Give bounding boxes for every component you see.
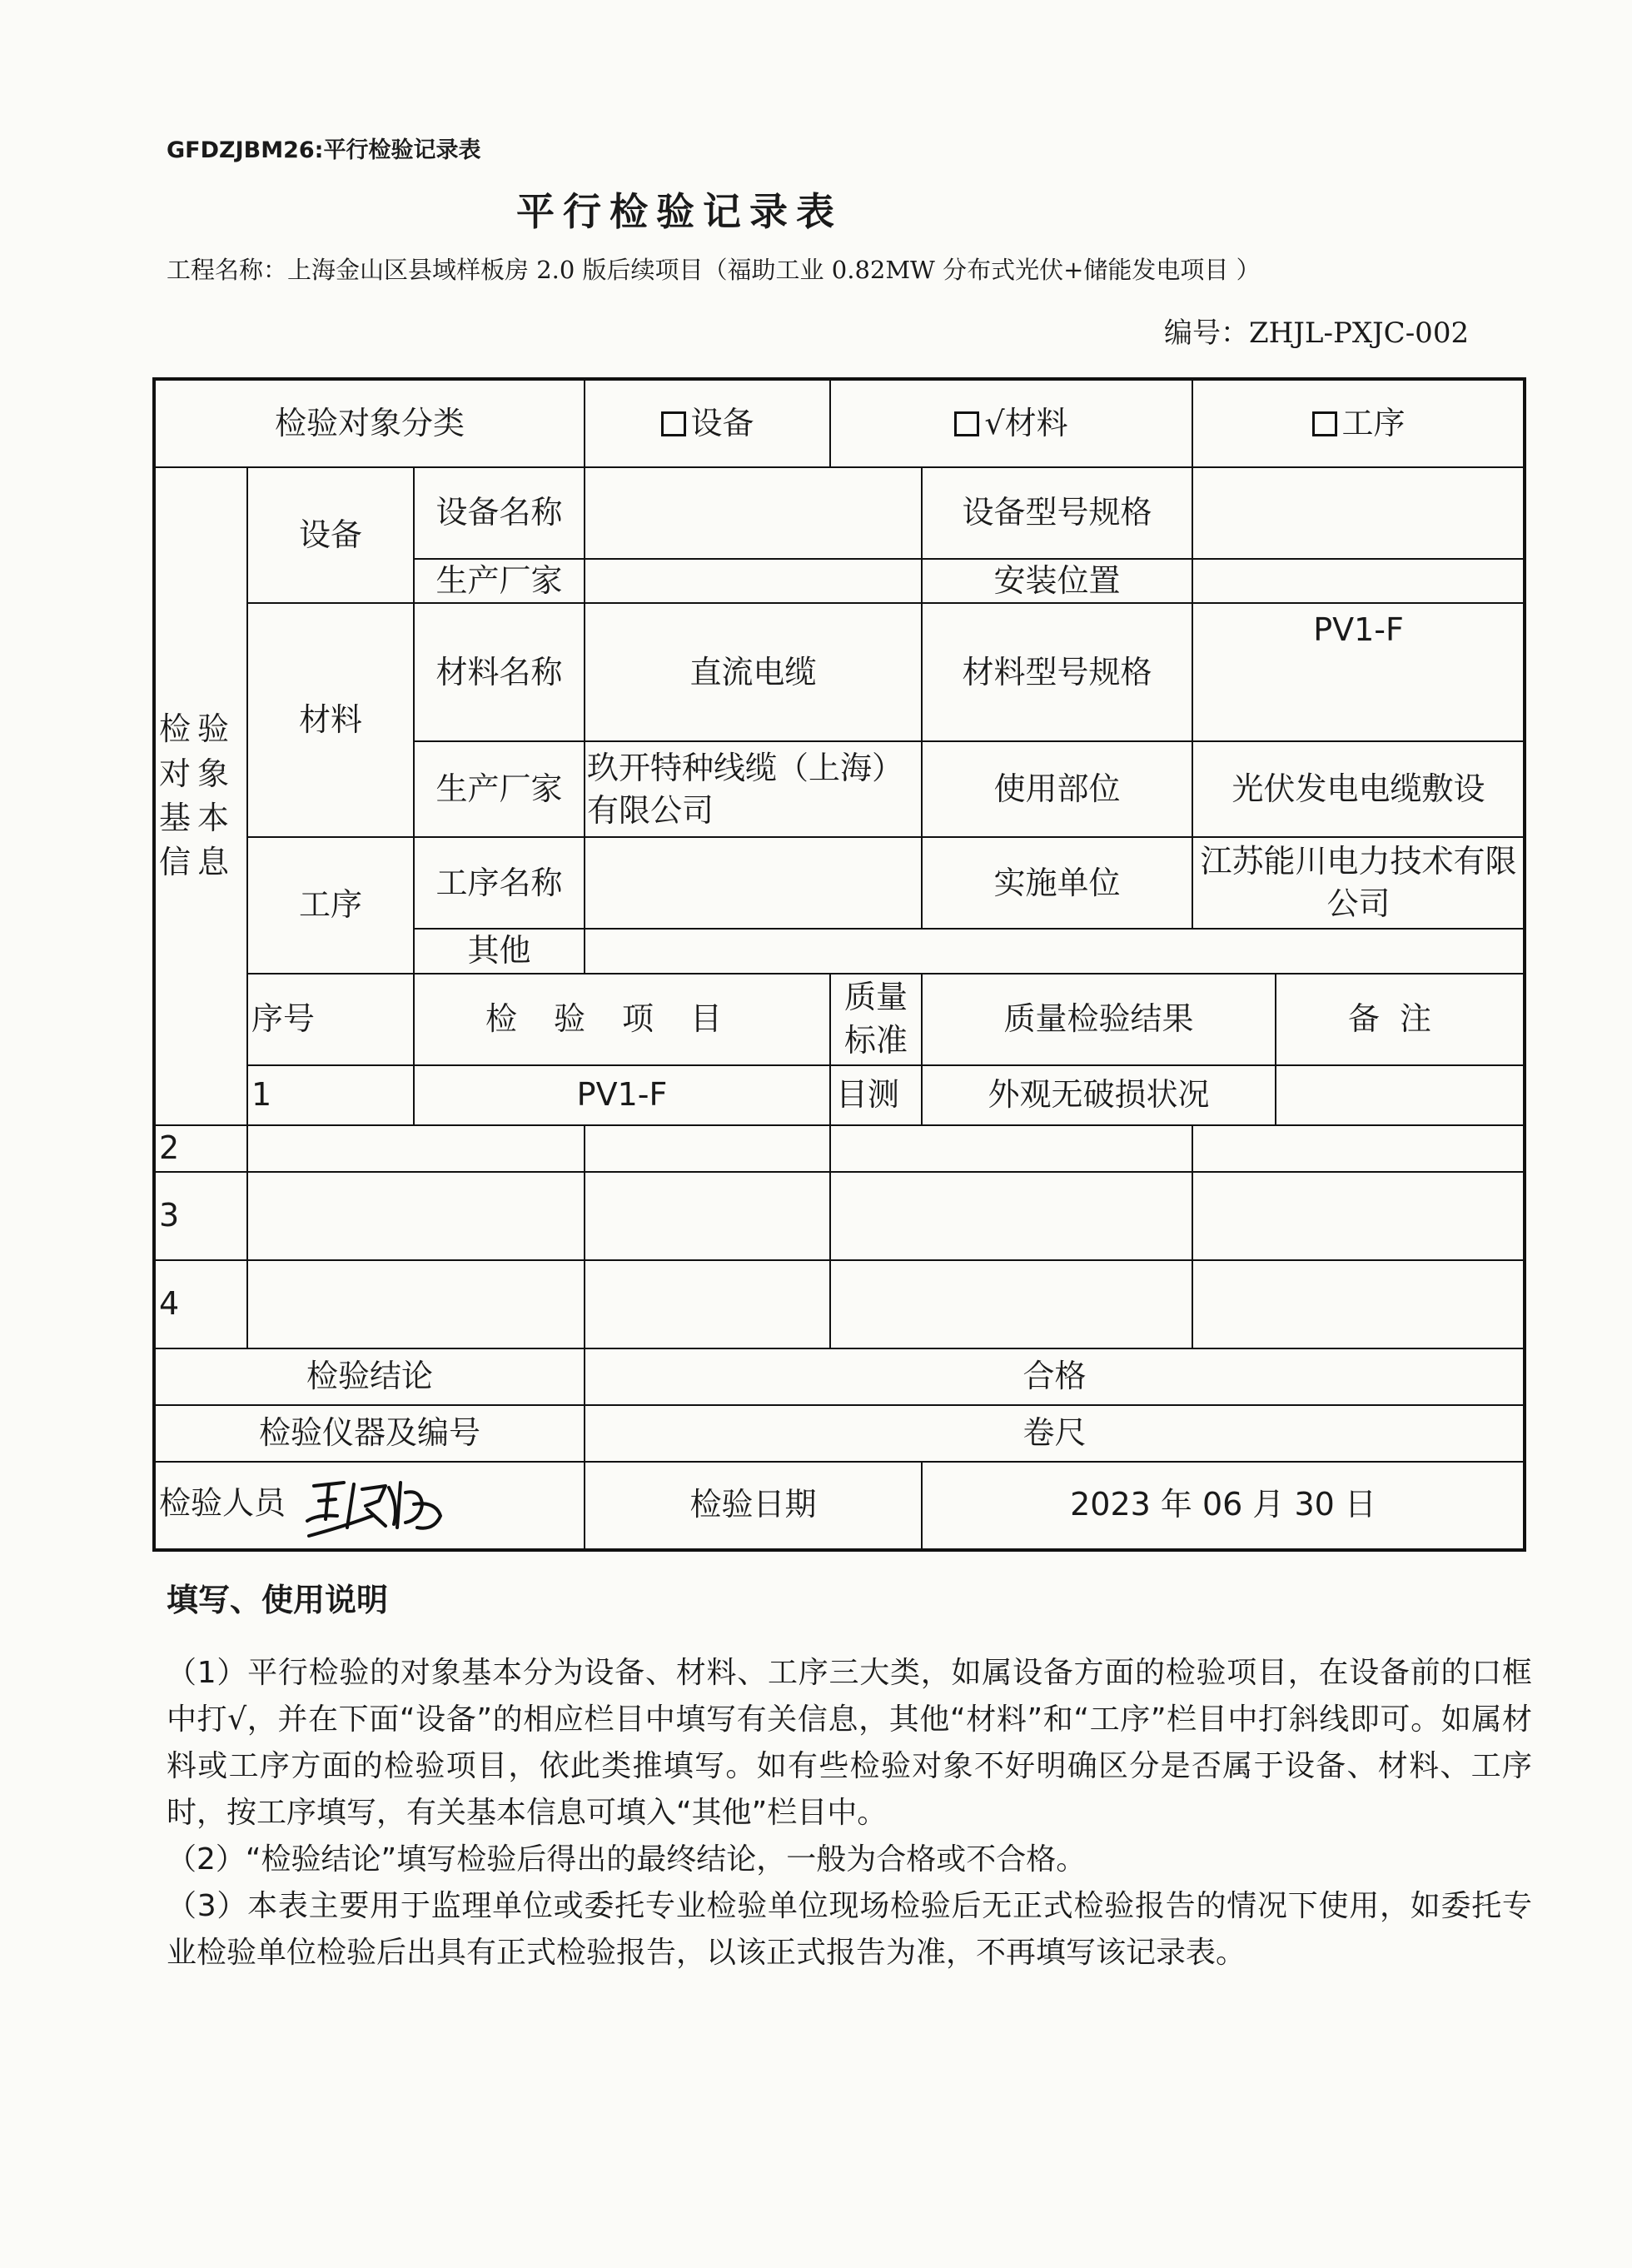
instrument-value: 卷尺: [585, 1405, 1525, 1462]
project-name-line: 工程名称：上海金山区县域样板房 2.0 版后续项目（福助工业 0.82MW 分布式光伏+储能发电项目 ）: [167, 256, 1261, 284]
date-value: 2023 年 06 月 30 日: [922, 1462, 1525, 1550]
category-label: 检验对象分类: [154, 379, 585, 467]
material-checkbox[interactable]: [954, 411, 979, 436]
equipment-location-label: 安装位置: [922, 559, 1192, 603]
document-title: 平行检验记录表: [516, 189, 843, 234]
header-item: 检验项目: [414, 974, 830, 1065]
inspection-record-table: [152, 377, 1526, 1552]
header-standard: 质量标准: [830, 974, 922, 1065]
conclusion-value: 合格: [585, 1348, 1525, 1405]
equipment-name-label: 设备名称: [414, 467, 585, 559]
item-standard: [585, 1125, 830, 1172]
category-equipment-option[interactable]: 设备: [585, 379, 830, 467]
equipment-model-value: [1192, 467, 1525, 559]
item-no: 2: [154, 1125, 247, 1172]
table-row: [154, 1260, 1525, 1348]
item-result: [830, 1125, 1192, 1172]
item-name: PV1-F: [414, 1065, 830, 1125]
material-group-label: 材料: [247, 603, 414, 837]
equipment-location-value: [1192, 559, 1525, 603]
item-standard: [585, 1172, 830, 1260]
header-remark: 备注: [1276, 974, 1525, 1065]
process-name-value: [585, 837, 922, 929]
equipment-model-label: 设备型号规格: [922, 467, 1192, 559]
category-material-option[interactable]: √材料: [830, 379, 1192, 467]
material-model-label: 材料型号规格: [922, 603, 1192, 741]
material-model-value: PV1-F: [1192, 603, 1525, 741]
item-no: 4: [154, 1260, 247, 1348]
process-name-label: 工序名称: [414, 837, 585, 929]
basic-info-label: 检验对象基本信息: [154, 467, 247, 1125]
item-no: 1: [247, 1065, 414, 1125]
material-usage-value: 光伏发电电缆敷设: [1192, 741, 1525, 837]
instructions-section: [167, 1574, 1532, 1976]
equipment-maker-label: 生产厂家: [414, 559, 585, 603]
inspector-signature: [296, 1468, 454, 1543]
date-label: 检验日期: [585, 1462, 922, 1550]
process-other-label: 其他: [414, 929, 585, 973]
check-mark: √: [984, 404, 1005, 441]
instruction-paragraph: （1）平行检验的对象基本分为设备、材料、工序三大类，如属设备方面的检验项目，在设备前的口框中打√，并在下面“设备”的相应栏目中填写有关信息，其他“材料”和“工序”栏目中打斜线即可。如属材料或工序方面的检验项目，依此类推填写。如有些检验对象不好明确区分是否属于设备、材料、工序时，按工序填写，有关基本信息可填入“其他”栏目中。: [167, 1656, 1532, 1830]
process-group-label: 工序: [247, 837, 414, 973]
item-result: [830, 1260, 1192, 1348]
process-unit-value: 江苏能川电力技术有限公司: [1192, 837, 1525, 929]
process-other-value: [585, 929, 1525, 973]
item-result: 外观无破损状况: [922, 1065, 1276, 1125]
item-remark: [1276, 1065, 1525, 1125]
items-header-row: [154, 974, 1525, 1065]
item-standard: [585, 1260, 830, 1348]
equipment-checkbox[interactable]: [661, 411, 686, 436]
item-remark: [1192, 1125, 1525, 1172]
material-maker-label: 生产厂家: [414, 741, 585, 837]
form-code: GFDZJBM26:平行检验记录表: [167, 137, 481, 163]
material-name-label: 材料名称: [414, 603, 585, 741]
header-result: 质量检验结果: [922, 974, 1276, 1065]
header-no: 序号: [247, 974, 414, 1065]
material-maker-value: 玖开特种线缆（上海）有限公司: [585, 741, 922, 837]
item-remark: [1192, 1172, 1525, 1260]
process-unit-label: 实施单位: [922, 837, 1192, 929]
table-row: [154, 1172, 1525, 1260]
item-result: [830, 1172, 1192, 1260]
process-checkbox[interactable]: [1312, 411, 1337, 436]
material-usage-label: 使用部位: [922, 741, 1192, 837]
item-name: [247, 1260, 585, 1348]
table-row: [154, 1065, 1525, 1125]
material-name-value: 直流电缆: [585, 603, 922, 741]
instrument-label: 检验仪器及编号: [154, 1405, 585, 1462]
item-standard: 目测: [830, 1065, 922, 1125]
conclusion-label: 检验结论: [154, 1348, 585, 1405]
equipment-group-label: 设备: [247, 467, 414, 603]
inspector-label: 检验人员: [159, 1484, 286, 1522]
instructions-title: 填写、使用说明: [167, 1582, 389, 1618]
category-process-option[interactable]: 工序: [1192, 379, 1525, 467]
table-row: [154, 1125, 1525, 1172]
item-no: 3: [154, 1172, 247, 1260]
instruction-paragraph: （3）本表主要用于监理单位或委托专业检验单位现场检验后无正式检验报告的情况下使用，如委托专业检验单位检验后出具有正式检验报告，以该正式报告为准，不再填写该记录表。: [167, 1889, 1532, 1970]
item-remark: [1192, 1260, 1525, 1348]
category-row: [154, 379, 1525, 467]
equipment-name-value: [585, 467, 922, 559]
document-number: 编号：ZHJL-PXJC-002: [1164, 317, 1470, 350]
equipment-maker-value: [585, 559, 922, 603]
item-name: [247, 1172, 585, 1260]
inspector-cell: [154, 1462, 585, 1550]
instruction-paragraph: （2）“检验结论”填写检验后得出的最终结论，一般为合格或不合格。: [167, 1842, 1087, 1877]
item-name: [247, 1125, 585, 1172]
